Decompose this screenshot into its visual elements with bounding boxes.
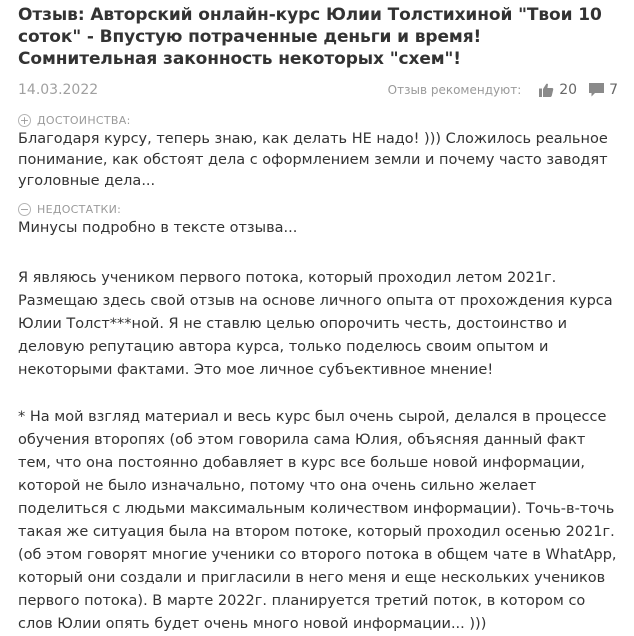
review-date: 14.03.2022 bbox=[18, 82, 99, 98]
cons-section bbox=[18, 201, 618, 239]
cons-label: НЕДОСТАТКИ: bbox=[37, 202, 122, 216]
comments-button[interactable] bbox=[589, 76, 618, 104]
comment-icon bbox=[589, 83, 604, 97]
thumbs-up-icon bbox=[539, 83, 554, 97]
like-count: 20 bbox=[559, 82, 578, 98]
review-paragraph: * На мой взгляд материал и весь курс был очень сырой, делался в процессе обучения второпях (об этом говорила сама Юлия, объясняя данный факт тем, что она постоянно добавляет в курс все больше новой информации, которой не было изначально, потому что она очень сильно желает поделиться с людьми максимальным количеством информации). Точь-в-точь такая же ситуация была на втором потоке, который проходил осенью 2021г. (об этом говорят многие ученики со второго потока в общем чате в WhatApp, который они создали и пригласили в него меня и еще нескольких учеников первого потока). В марте 2022г. планируется третий поток, в котором со слов Юлии опять будет очень много новой информации... ))) bbox=[18, 409, 617, 632]
plus-circle-icon: + bbox=[19, 113, 30, 127]
pros-section bbox=[18, 112, 618, 192]
pros-text: Благодаря курсу, теперь знаю, как делать НЕ надо! ))) Сложилось реальное понимание, как обстоят дела с оформлением земли и почему часто заводят уголовные дела... bbox=[18, 131, 608, 189]
review-title: Отзыв: Авторский онлайн-курс Юлии Толстихиной "Твои 10 соток" - Впустую потраченные деньги и время! Сомнительная законность некоторых "схем"! bbox=[18, 5, 602, 69]
cons-text: Минусы подробно в тексте отзыва... bbox=[18, 220, 298, 236]
cons-header bbox=[18, 201, 618, 217]
comment-count: 7 bbox=[609, 82, 618, 98]
recommend-label: Отзыв рекомендуют: bbox=[387, 83, 522, 97]
minus-circle-icon: − bbox=[19, 202, 30, 216]
pros-header bbox=[18, 112, 618, 128]
review-stats bbox=[388, 76, 618, 104]
review-paragraph: Я являюсь учеником первого потока, который проходил летом 2021г. Размещаю здесь свой отзыв на основе личного опыта от прохождения курса Юлии Толст***ной. Я не ставлю целью опорочить честь, достоинство и деловую репутацию автора курса, только поделюсь своим опытом и некоторыми фактами. Это мое личное субъективное мнение! bbox=[18, 270, 613, 378]
review-meta bbox=[18, 76, 618, 104]
like-button[interactable] bbox=[539, 76, 577, 104]
pros-label: ДОСТОИНСТВА: bbox=[37, 113, 131, 127]
